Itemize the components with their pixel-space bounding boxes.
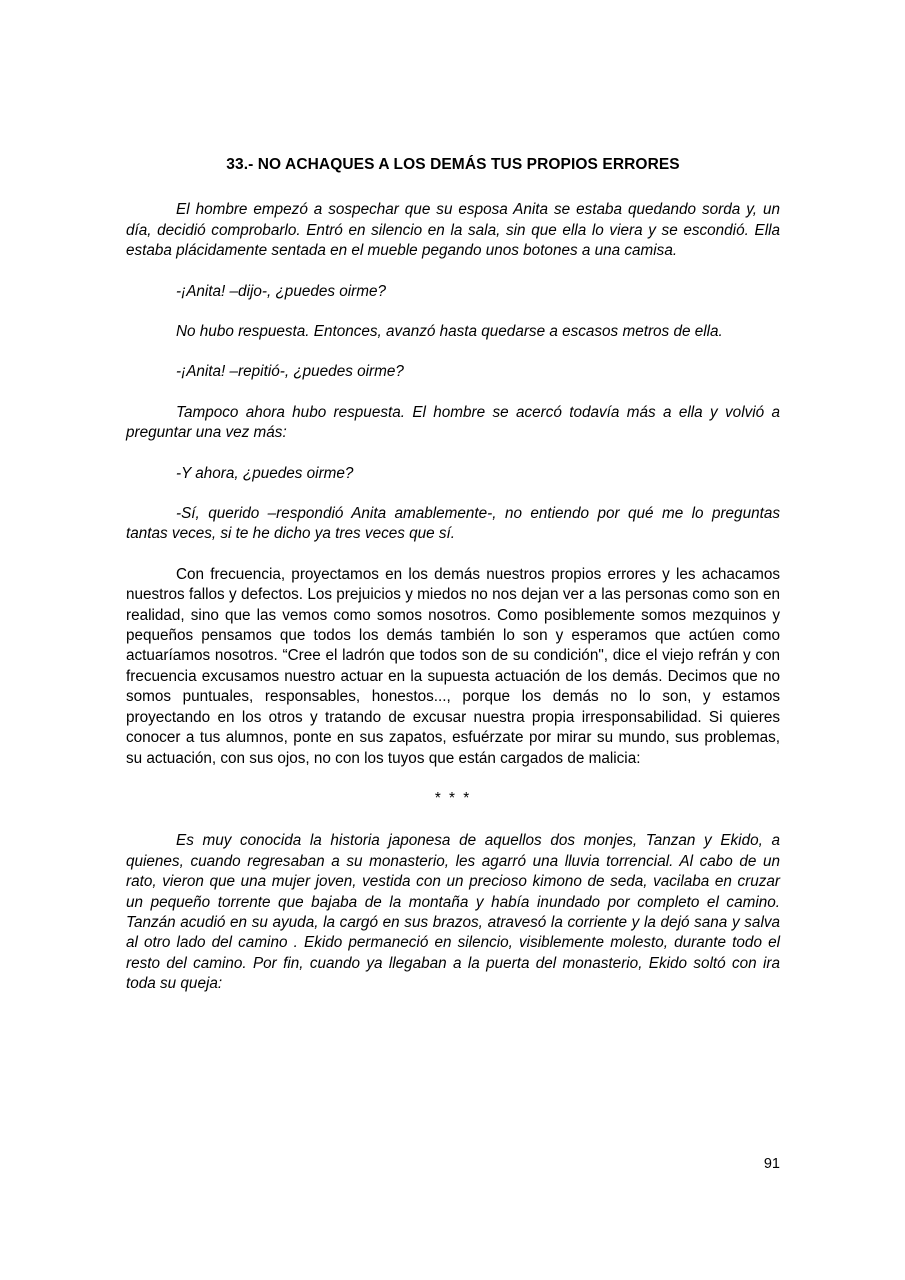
paragraph-japanese-story: Es muy conocida la historia japonesa de aquellos dos monjes, Tanzan y Ekido, a quienes, cuando regresaban a su monasterio, les agarró una lluvia torrencial. Al cabo de un rato, vieron que una mujer joven, vestida con un precioso kimono de seda, vacilaba en cruzar un pequeño torrente que bajaba de la montaña y había inundado por completo el camino. Tanzán acudió en su ayuda, la cargó en sus brazos, atravesó la corriente y la dejó sana y salva al otro lado del camino . Ekido permaneció en silencio, visiblemente molesto, durante todo el resto del camino. Por fin, cuando ya llegaban a la puerta del monasterio, Ekido soltó con ira toda su queja: (126, 832, 780, 993)
document-body (126, 155, 780, 995)
paragraph-dialogue-answer: -Sí, querido –respondió Anita amablemente-, no entiendo por qué me lo preguntas tantas veces, si te he dicho ya tres veces que sí. (126, 505, 780, 543)
page-number: 91 (763, 1156, 780, 1172)
paragraph-still-no-response: Tampoco ahora hubo respuesta. El hombre se acercó todavía más a ella y volvió a preguntar una vez más: (126, 403, 780, 442)
paragraph-dialogue-third-question: -Y ahora, ¿puedes oirme? (176, 464, 354, 482)
paragraph-no-response: No hubo respuesta. Entonces, avanzó hasta quedarse a escasos metros de ella. (176, 323, 723, 340)
page-title: 33.- NO ACHAQUES A LOS DEMÁS TUS PROPIOS ERRORES (226, 156, 680, 173)
paragraph-story-intro: El hombre empezó a sospechar que su esposa Anita se estaba quedando sorda y, un día, decidió comprobarlo. Entró en silencio en la sala, sin que ella lo viera y se escondió. Ella estaba plácidamente sentada en el mueble pegando unos botones a una camisa. (126, 201, 780, 260)
paragraph-dialogue-second-question: -¡Anita! –repitió-, ¿puedes oirme? (176, 363, 404, 381)
paragraph-dialogue-first-question: -¡Anita! –dijo-, ¿puedes oirme? (176, 282, 387, 300)
section-separator: * * * (434, 789, 472, 807)
paragraph-reflection: Con frecuencia, proyectamos en los demás nuestros propios errores y les achacamos nuestros fallos y defectos. Los prejuicios y miedos no nos dejan ver a las personas como son en realidad, sino que las vemos como somos nosotros. Como posiblemente somos mezquinos y pequeños pensamos que todos los demás también lo son y esperamos que actúen como actuaríamos nosotros. “Cree el ladrón que todos son de su condición", dice el viejo refrán y con frecuencia excusamos nuestro actuar en la supuesta actuación de los demás. Decimos que no somos puntuales, responsables, honestos..., porque los demás no lo son, y estamos proyectando en los otros y tratando de excusar nuestra propia irresponsabilidad. Si quieres conocer a tus alumnos, ponte en sus zapatos, esfuérzate por mirar su mundo, sus problemas, su actuación, con sus ojos, no con los tuyos que están cargados de malicia: (126, 565, 780, 767)
